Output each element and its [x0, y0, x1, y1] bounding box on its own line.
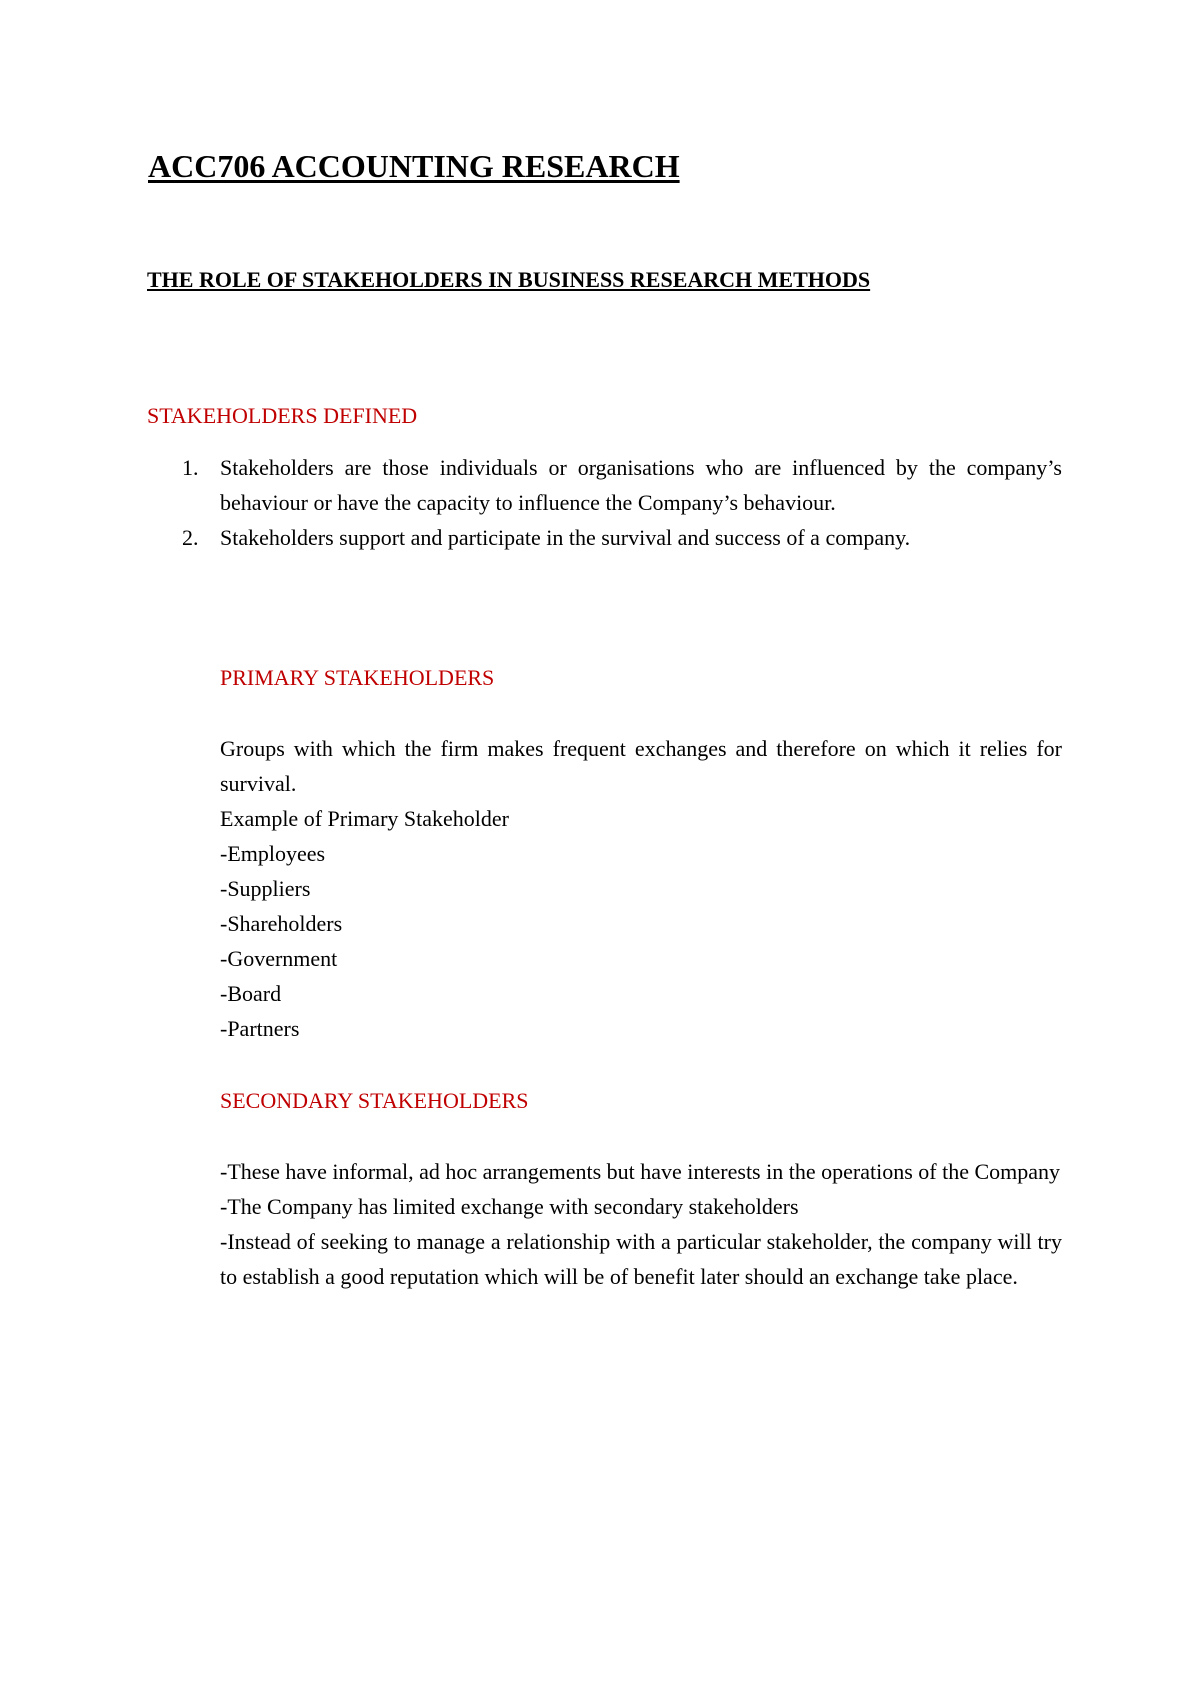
secondary-section-body	[220, 1154, 1062, 1294]
secondary-point: -Instead of seeking to manage a relationship with a particular stakeholder, the company will try to establish a good reputation which will be of benefit later should an exchange take place.	[220, 1229, 1062, 1289]
primary-example-item: -Partners	[220, 1016, 300, 1041]
list-item	[147, 520, 1062, 555]
section-heading-secondary: SECONDARY STAKEHOLDERS	[220, 1088, 529, 1113]
primary-example-label: Example of Primary Stakeholder	[220, 806, 509, 831]
section-heading-primary: PRIMARY STAKEHOLDERS	[220, 665, 495, 690]
list-item	[147, 450, 1062, 520]
definition-list	[147, 450, 1062, 555]
list-item-number: 2.	[182, 525, 199, 550]
secondary-point: -The Company has limited exchange with secondary stakeholders	[220, 1194, 799, 1219]
primary-example-item: -Suppliers	[220, 876, 311, 901]
list-item-number: 1.	[182, 455, 199, 480]
document-title: ACC706 ACCOUNTING RESEARCH	[148, 148, 680, 184]
secondary-point: -These have informal, ad hoc arrangements but have interests in the operations of the Company	[220, 1159, 1061, 1184]
primary-description: Groups with which the firm makes frequent exchanges and therefore on which it relies for survival.	[220, 736, 1062, 796]
section-heading-defined: STAKEHOLDERS DEFINED	[147, 403, 418, 428]
document-subtitle: THE ROLE OF STAKEHOLDERS IN BUSINESS RESEARCH METHODS	[147, 267, 871, 292]
primary-example-item: -Government	[220, 946, 338, 971]
list-item-text: Stakeholders are those individuals or organisations who are influenced by the company’s behaviour or have the capacity to influence the Company’s behaviour.	[220, 455, 1062, 515]
primary-section-body	[220, 731, 1062, 1046]
primary-example-item: -Shareholders	[220, 911, 343, 936]
primary-example-item: -Board	[220, 981, 282, 1006]
primary-example-item: -Employees	[220, 841, 326, 866]
list-item-text: Stakeholders support and participate in the survival and success of a company.	[220, 525, 911, 550]
